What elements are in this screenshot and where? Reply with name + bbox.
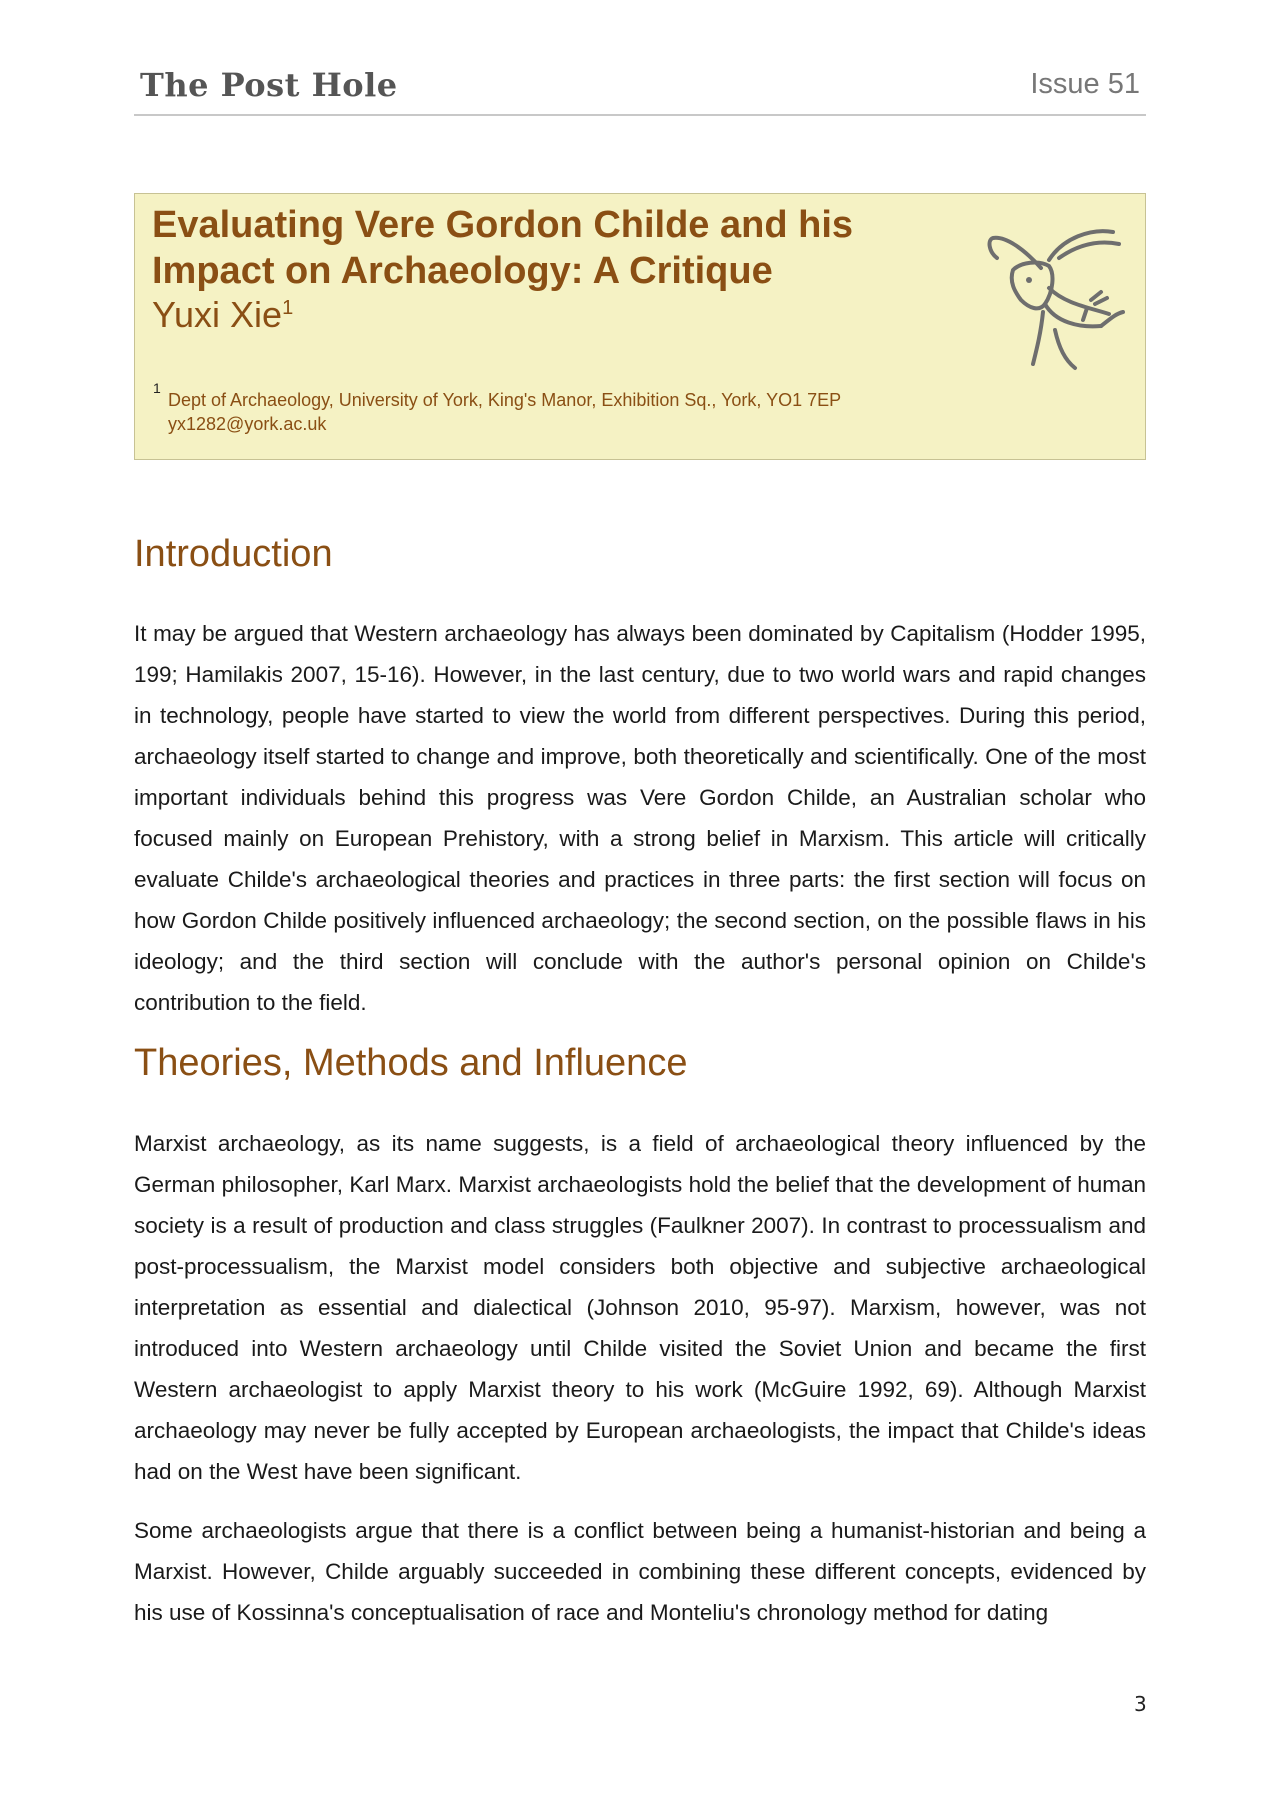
affiliation xyxy=(168,388,841,436)
ibex-cave-drawing-icon xyxy=(983,208,1133,378)
intro-paragraph: It may be argued that Western archaeology has always been dominated by Capitalism (Hodder 1995, 199; Hamilakis 2007, 15-16). However, in the last century, due to two world wars and rapid changes in technology, people have started to view the world from different perspectives. During this period, archaeology itself started to change and improve, both theoretically and scientifically. One of the most important individuals behind this progress was Vere Gordon Childe, an Australian scholar who focused mainly on European Prehistory, with a strong belief in Marxism. This article will critically evaluate Childe's archaeological theories and practices in three parts: the first section will focus on how Gordon Childe positively influenced archaeology; the second section, on the possible flaws in his ideology; and the third section will conclude with the author's personal opinion on Childe's contribution to the field. xyxy=(134,621,1146,1015)
page-header xyxy=(134,60,1146,116)
section-heading-introduction: Introduction xyxy=(134,533,333,575)
journal-title: The Post Hole xyxy=(140,66,398,104)
theories-paragraph-2: Some archaeologists argue that there is a conflict between being a humanist-historian and being a Marxist. However, Childe arguably succeeded in combining these different concepts, evidenced by his use of Kossinna's conceptualisation of race and Monteliu's chronology method for dating xyxy=(134,1518,1146,1625)
affiliation-mark: 1 xyxy=(153,380,161,396)
theories-paragraph-1: Marxist archaeology, as its name suggests, is a field of archaeological theory influenced by the German philosopher, Karl Marx. Marxist archaeologists hold the belief that the development of human society is a result of production and class struggles (Faulkner 2007). In contrast to processualism and post-processualism, the Marxist model considers both objective and subjective archaeological interpretation as essential and dialectical (Johnson 2010, 95-97). Marxism, however, was not introduced into Western archaeology until Childe visited the Soviet Union and became the first Western archaeologist to apply Marxist theory to his work (McGuire 1992, 69). Although Marxist archaeology may never be fully accepted by European archaeologists, the impact that Childe's ideas had on the West have been significant. xyxy=(134,1131,1146,1484)
section-heading-theories: Theories, Methods and Influence xyxy=(134,1042,688,1084)
article-title: Evaluating Vere Gordon Childe and his Impact on Archaeology: A Critique xyxy=(152,204,854,292)
author-name-text: Yuxi Xie xyxy=(152,294,283,335)
page-number: 3 xyxy=(1134,1692,1147,1716)
author-footnote-mark: 1 xyxy=(282,297,294,319)
affiliation-address: Dept of Archaeology, University of York, King's Manor, Exhibition Sq., York, YO1 7EP xyxy=(168,390,842,410)
article-title-box xyxy=(134,193,1146,460)
author-email: yx1282@york.ac.uk xyxy=(168,414,327,434)
author-name xyxy=(152,294,293,336)
issue-number: Issue 51 xyxy=(1030,68,1140,100)
